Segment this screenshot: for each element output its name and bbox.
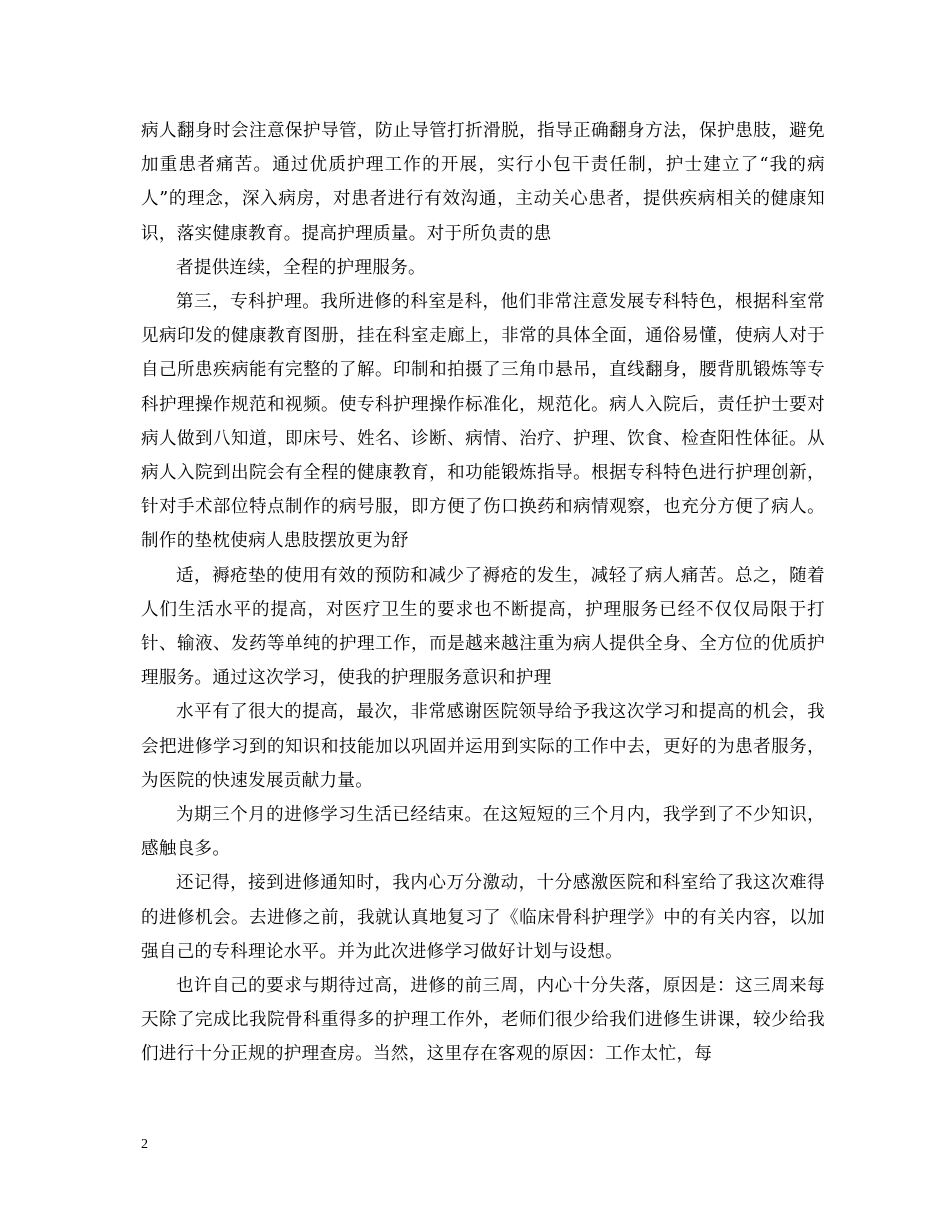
paragraph: 水平有了很大的提高，最次，非常感谢医院领导给予我这次学习和提高的机会，我会把进修学习到的知识和技能加以巩固并运用到实际的工作中去，更好的为患者服务，为医院的快速发展贡献力量。 (141, 702, 825, 791)
body-text (141, 114, 825, 1072)
paragraph: 还记得，接到进修通知时，我内心万分激动，十分感激医院和科室给了我这次难得的进修机会。去进修之前，我就认真地复习了《临床骨科护理学》中的有关内容，以加强自己的专科理论水平。并为此次进修学习做好计划与设想。 (141, 873, 825, 962)
paragraph: 第三，专科护理。我所进修的科室是科，他们非常注意发展专科特色，根据科室常见病印发的健康教育图册，挂在科室走廊上，非常的具体全面，通俗易懂，使病人对于自己所患疾病能有完整的了解。印制和拍摄了三角巾悬吊，直线翻身，腰背肌锻炼等专科护理操作规范和视频。使专科护理操作标准化，规范化。病人入院后，责任护士要对病人做到八知道，即床号、姓名、诊断、病情、治疗、护理、饮食、检查阳性体征。从病人入院到出院会有全程的健康教育，和功能锻炼指导。根据专科特色进行护理创新，针对手术部位特点制作的病号服，即方便了伤口换药和病情观察，也充分方便了病人。制作的垫枕使病人患肢摆放更为舒 (141, 292, 825, 552)
paragraph: 适，褥疮垫的使用有效的预防和减少了褥疮的发生，减轻了病人痛苦。总之，随着人们生活水平的提高，对医疗卫生的要求也不断提高，护理服务已经不仅仅局限于打针、输液、发药等单纯的护理工作，而是越来越注重为病人提供全身、全方位的优质护理服务。通过这次学习，使我的护理服务意识和护理 (141, 565, 825, 689)
paragraph: 为期三个月的进修学习生活已经结束。在这短短的三个月内，我学到了不少知识，感触良多。 (141, 805, 825, 860)
page-number: 2 (141, 1137, 148, 1152)
paragraph: 也许自己的要求与期待过高，进修的前三周，内心十分失落，原因是：这三周来每天除了完成比我院骨科重得多的护理工作外，老师们很少给我们进修生讲课，较少给我们进行十分正规的护理查房。当然，这里存在客观的原因：工作太忙，每 (141, 976, 825, 1065)
paragraph: 者提供连续，全程的护理服务。 (176, 257, 426, 278)
paragraph-continuation: 病人翻身时会注意保护导管，防止导管打折滑脱，指导正确翻身方法，保护患肢，避免加重患者痛苦。通过优质护理工作的开展，实行小包干责任制，护士建立了“我的病人”的理念，深入病房，对患者进行有效沟通，主动关心患者，提供疾病相关的健康知识，落实健康教育。提高护理质量。对于所负责的患 (141, 121, 825, 244)
